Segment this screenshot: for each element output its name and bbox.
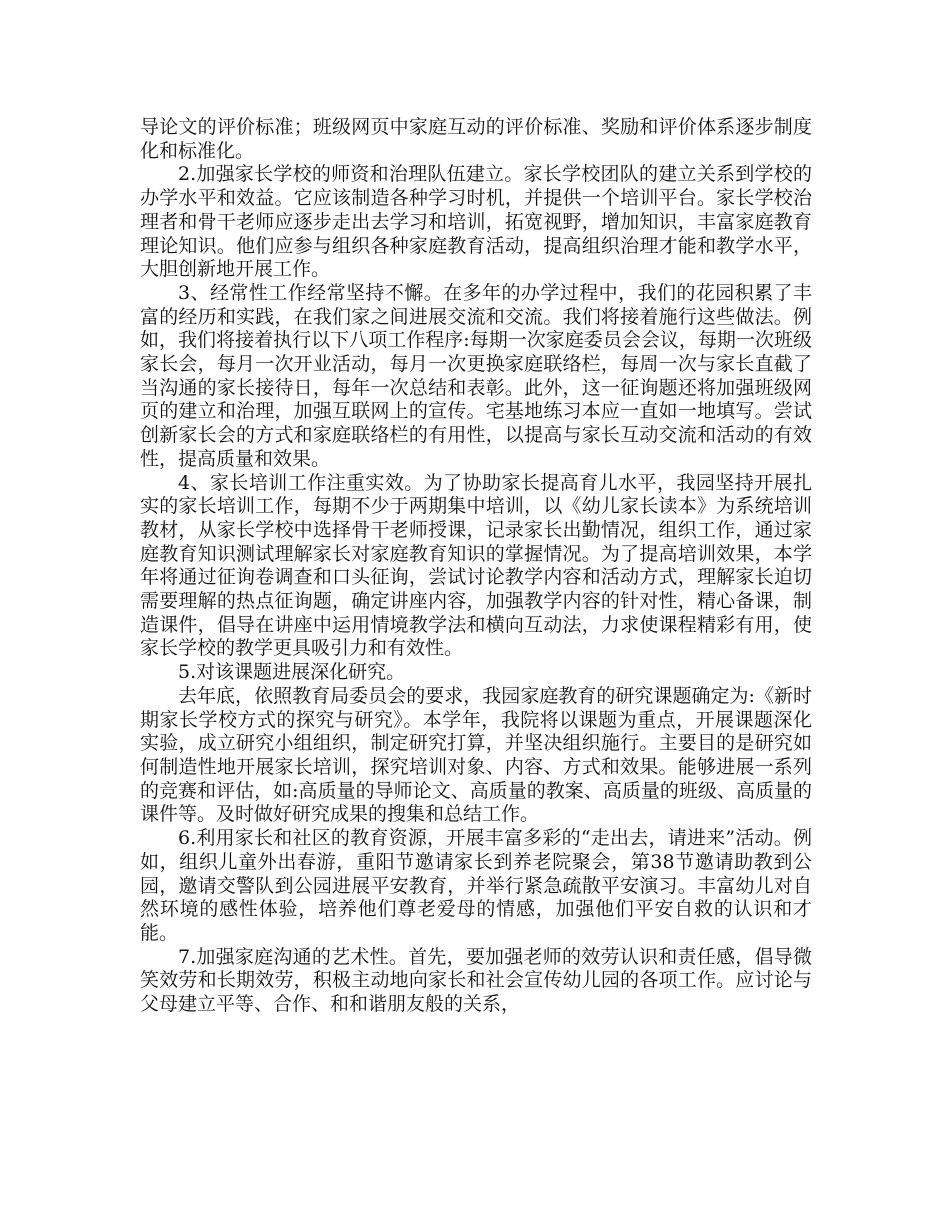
paragraph-community-resources: 6.利用家长和社区的教育资源，开展丰富多彩的“走出去，请进来”活动。例如，组织儿童外出春游，重阳节邀请家长到养老院聚会，第38节邀请助教到公园，邀请交警队到公园进展平安教育，并举行紧急疏散平安演习。丰富幼儿对自然环境的感性体验，培养他们尊老爱母的情感，加强他们平安自救的认识和才能。 [140,827,812,944]
paragraph-research-topic: 去年底，依照教育局委员会的要求，我园家庭教育的研究课题确定为:《新时期家长学校方式的探究与研究》。本学年，我院将以课题为重点，开展课题深化实验，成立研究小组组织，制定研究打算，并坚决组织施行。主要目的是研究如何制造性地开展家长培训，探究培训对象、内容、方式和效果。能够进展一系列的竞赛和评估，如:高质量的导师论文、高质量的教案、高质量的班级、高质量的课件等。及时做好研究成果的搜集和总结工作。 [140,684,812,826]
paragraph-teacher-team: 2.加强家长学校的师资和治理队伍建立。家长学校团队的建立关系到学校的办学水平和效益。它应该制造各种学习时机，并提供一个培训平台。家长学校治理者和骨干老师应逐步走出去学习和培训，拓宽视野，增加知识，丰富家庭教育理论知识。他们应参与组织各种家庭教育活动，提高组织治理才能和教学水平，大胆创新地开展工作。 [140,163,812,281]
paragraph-family-communication: 7.加强家庭沟通的艺术性。首先，要加强老师的效劳认识和责任感，倡导微笑效劳和长期效劳，积极主动地向家长和社会宣传幼儿园的各项工作。应讨论与父母建立平等、合作、和和谐朋友般的关系， [140,945,812,1016]
paragraph-continuation: 导论文的评价标准；班级网页中家庭互动的评价标准、奖励和评价体系逐步制度化和标准化。 [140,116,812,162]
paragraph-parent-training: 4、家长培训工作注重实效。为了协助家长提高育儿水平，我园坚持开展扎实的家长培训工作，每期不少于两期集中培训，以《幼儿家长读本》为系统培训教材，从家长学校中选择骨干老师授课，记录家长出勤情况，组织工作，通过家庭教育知识测试理解家长对家庭教育知识的掌握情况。为了提高培训效果，本学年将通过征询卷调查和口头征询，尝试讨论教学内容和活动方式，理解家长迫切需要理解的热点征询题，确定讲座内容，加强教学内容的针对性，精心备课，制造课件，倡导在讲座中运用情境教学法和横向互动法，力求使课程精彩有用，使家长学校的教学更具吸引力和有效性。 [140,471,812,660]
paragraph-routine-work: 3、经常性工作经常坚持不懈。在多年的办学过程中，我们的花园积累了丰富的经历和实践，在我们家之间进展交流和交流。我们将接着施行这些做法。例如，我们将接着执行以下八项工作程序:每期一次家庭委员会会议，每期一次班级家长会，每月一次开业活动，每月一次更换家庭联络栏，每周一次与家长直截了当沟通的家长接待日，每年一次总结和表彰。此外，这一征询题还将加强班级网页的建立和治理，加强互联网上的宣传。宅基地练习本应一直如一地填写。尝试创新家长会的方式和家庭联络栏的有用性，以提高与家长互动交流和活动的有效性，提高质量和效果。 [140,281,812,470]
document-page [140,116,812,1017]
paragraph-research-heading: 5.对该课题进展深化研究。 [178,661,406,684]
